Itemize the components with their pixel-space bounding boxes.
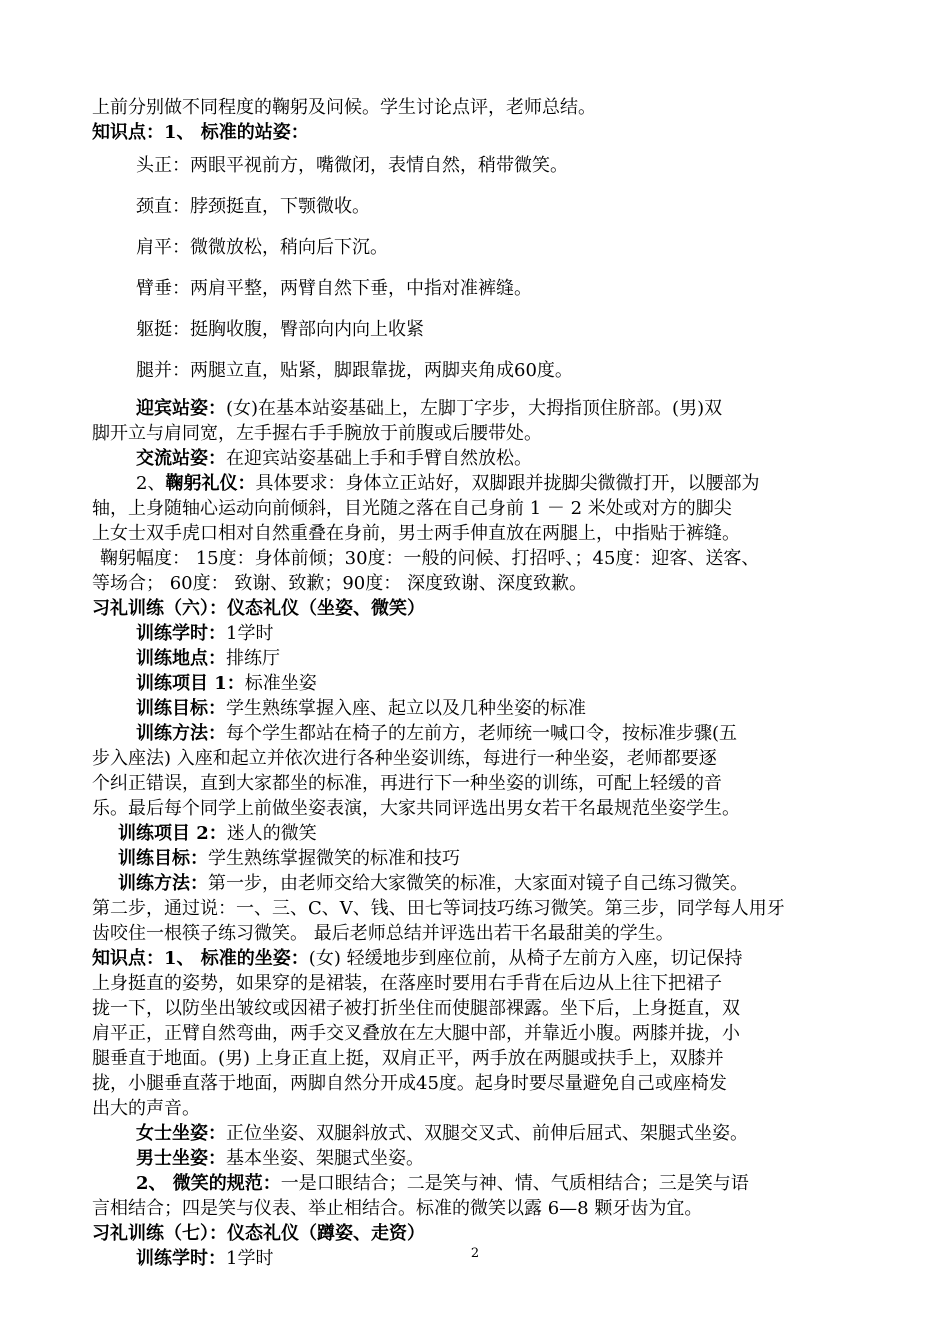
section-heading: 习礼训练（七）：仪态礼仪（蹲姿、走资） (92, 1223, 425, 1244)
text-line (92, 396, 862, 421)
text-line: 臂垂：两肩平整，两臂自然下垂，中指对准裤缝。 (136, 278, 532, 299)
text-line (92, 846, 862, 871)
text-line: 乐。最后每个同学上前做坐姿表演，大家共同评选出男女若干名最规范坐姿学生。 (92, 798, 740, 819)
text-line: 第二步，通过说：一、三、C、V、钱、田七等词技巧练习微笑。第三步，同学每人用牙 (92, 898, 785, 919)
text-line: 个纠正错误，直到大家都坐的标准，再进行下一种坐姿的训练，可配上轻缓的音 (92, 773, 722, 794)
text-line (92, 946, 862, 971)
text: 一是口眼结合；二是笑与神、情、气质相结合；三是笑与语 (280, 1173, 749, 1194)
label: 训练项目 1： (136, 673, 245, 694)
text-line (92, 671, 862, 696)
text-line: 步入座法) 入座和起立并依次进行各种坐姿训练，每进行一种坐姿，老师都要逐 (92, 748, 717, 769)
text-line: 轴，上身随轴心运动向前倾斜，目光随之落在自己身前 1 － 2 米处或对方的脚尖 (92, 498, 732, 519)
label: 训练地点： (136, 648, 226, 669)
text: 1学时 (226, 623, 274, 644)
text-line: 鞠躬幅度： 15度：身体前倾；30度：一般的问候、打招呼、；45度：迎客、送客、 (100, 548, 760, 569)
label: 训练学时： (136, 1248, 226, 1269)
text-line: 拢，小腿垂直落于地面，两脚自然分开成45度。起身时要尽量避免自己或座椅发 (92, 1073, 727, 1094)
label: 迎宾站姿： (136, 398, 226, 419)
label: 知识点：1、 标准的坐姿： (92, 948, 309, 969)
section-heading: 知识点：1、 标准的站姿： (92, 122, 309, 143)
text-line (92, 446, 862, 471)
label: 男士坐姿： (136, 1148, 226, 1169)
text: 每个学生都站在椅子的左前方，老师统一喊口令，按标准步骤(五 (226, 723, 738, 744)
text: 学生熟练掌握入座、起立以及几种坐姿的标准 (226, 698, 586, 719)
text: (女)在基本站姿基础上，左脚丁字步，大拇指顶住脐部。(男)双 (226, 398, 723, 419)
text: 基本坐姿、架腿式坐姿。 (226, 1148, 424, 1169)
text-line: 肩平正，正臂自然弯曲，两手交叉叠放在左大腿中部，并靠近小腹。两膝并拢，小 (92, 1023, 740, 1044)
number: 2、 (136, 473, 166, 494)
text: (女) 轻缓地步到座位前，从椅子左前方入座，切记保持 (308, 948, 743, 969)
label: 训练目标： (118, 848, 208, 869)
text-line: 肩平：微微放松，稍向后下沉。 (136, 237, 388, 258)
label: 女士坐姿： (136, 1123, 226, 1144)
text-line: 言相结合；四是笑与仪表、举止相结合。标准的微笑以露 6—8 颗牙齿为宜。 (92, 1198, 703, 1219)
label: 交流站姿： (136, 448, 226, 469)
label: 训练目标： (136, 698, 226, 719)
text-line: 齿咬住一根筷子练习微笑。 最后老师总结并评选出若干名最甜美的学生。 (92, 923, 674, 944)
text: 正位坐姿、双腿斜放式、双腿交叉式、前伸后屈式、架腿式坐姿。 (226, 1123, 748, 1144)
text-line: 拢一下，以防坐出皱纹或因裙子被打折坐住而使腿部裸露。坐下后，上身挺直，双 (92, 998, 740, 1019)
label: 训练方法： (136, 723, 226, 744)
text-line (92, 1146, 862, 1171)
label: 训练方法： (118, 873, 208, 894)
section-heading: 习礼训练（六）：仪态礼仪（坐姿、微笑） (92, 598, 425, 619)
text-line (92, 721, 862, 746)
text-line: 脚开立与肩同宽，左手握右手手腕放于前腹或后腰带处。 (92, 423, 542, 444)
label: 2、 微笑的规范： (136, 1173, 281, 1194)
text-line: 躯挺：挺胸收腹，臀部向内向上收紧 (136, 319, 424, 340)
text: 排练厅 (226, 648, 280, 669)
page-number: 2 (470, 1246, 480, 1261)
text: 1学时 (226, 1248, 274, 1269)
text-line: 腿并：两腿立直，贴紧，脚跟靠拢，两脚夹角成60度。 (136, 360, 573, 381)
text-line: 上女士双手虎口相对自然重叠在身前，男士两手伸直放在两腿上，中指贴于裤缝。 (92, 523, 740, 544)
text-line: 上前分别做不同程度的鞠躬及问候。学生讨论点评，老师总结。 (92, 97, 596, 118)
text: 标准坐姿 (244, 673, 317, 694)
document-body (92, 95, 862, 1271)
label: 鞠躬礼仪： (165, 473, 256, 494)
text-line: 腿垂直于地面。(男) 上身正直上挺，双肩正平，两手放在两腿或扶手上，双膝并 (92, 1048, 724, 1069)
label: 训练学时： (136, 623, 226, 644)
text-line (92, 821, 862, 846)
label: 训练项目 2： (118, 823, 227, 844)
text: 迷人的微笑 (226, 823, 317, 844)
text: 第一步，由老师交给大家微笑的标准，大家面对镜子自己练习微笑。 (208, 873, 748, 894)
text-line (92, 871, 862, 896)
text-line (92, 1171, 862, 1196)
text-line (92, 621, 862, 646)
text-line (92, 696, 862, 721)
text-line (92, 471, 862, 496)
text-line (92, 646, 862, 671)
text: 具体要求：身体立正站好，双脚跟并拢脚尖微微打开，以腰部为 (255, 473, 760, 494)
text-line: 颈直：脖颈挺直，下颚微收。 (136, 196, 370, 217)
text-line: 出大的声音。 (92, 1098, 200, 1119)
text-line (92, 1121, 862, 1146)
text-line: 等场合； 60度： 致谢、致歉；90度： 深度致谢、深度致歉。 (92, 573, 587, 594)
text: 在迎宾站姿基础上手和手臂自然放松。 (226, 448, 532, 469)
text-line: 上身挺直的姿势，如果穿的是裙装，在落座时要用右手背在后边从上往下把裙子 (92, 973, 722, 994)
text-line: 头正：两眼平视前方，嘴微闭，表情自然，稍带微笑。 (136, 155, 568, 176)
text: 学生熟练掌握微笑的标准和技巧 (208, 848, 460, 869)
